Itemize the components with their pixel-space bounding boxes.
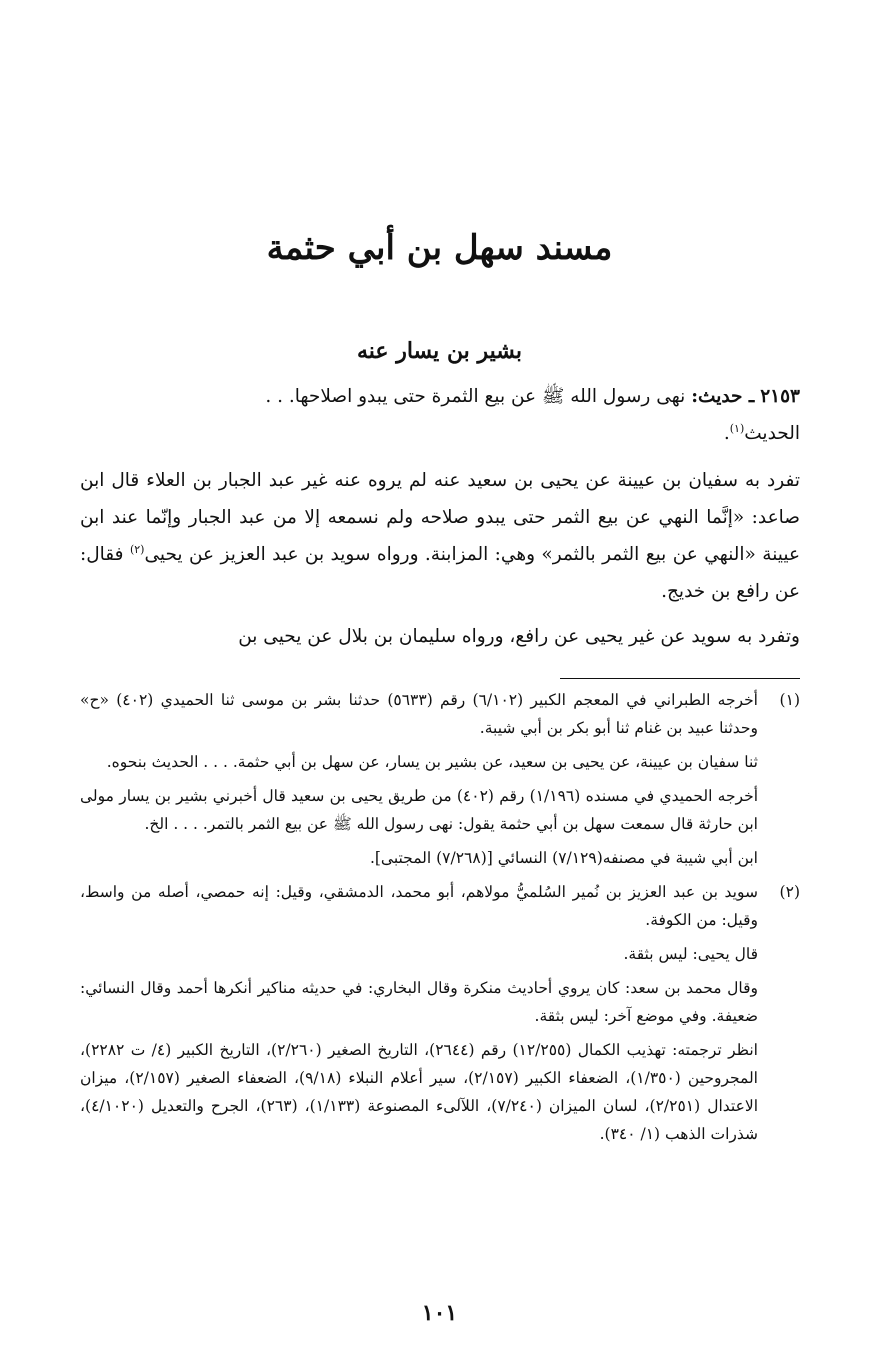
footnotes bbox=[80, 686, 800, 1154]
footnote-ref-1[interactable]: (١) bbox=[729, 421, 745, 435]
main-text bbox=[80, 378, 800, 655]
footnote-ref-2[interactable]: (٢) bbox=[129, 542, 145, 556]
footnote-paragraph: أخرجه الطبراني في المعجم الكبير (٦/١٠٢) رقم (٥٦٣٣) حدثنا بشر بن موسى ثنا الحميدي (٤٠٢) «ح» وحدثنا عبيد بن غنام ثنا أبو بكر بن أبي شيبة. bbox=[80, 691, 758, 737]
footnote-paragraph: وقال محمد بن سعد: كان يروي أحاديث منكرة وقال البخاري: في حديثه مناكير أنكرها أحمد وقال النسائي: ضعيفة. وفي موضع آخر: ليس بثقة. bbox=[80, 979, 758, 1025]
footnote-number: (١) bbox=[779, 691, 800, 709]
body-p1-a: تفرد به سفيان بن عيينة عن يحيى بن سعيد عنه لم يروه عنه غير عبد الجبار بن العلاء قال ابن صاعد: «إنَّما النهي عن بيع الثمر حتى يبدو صلاحه ولم نسمعه إلا من عبد الجبار وإنّما عند ابن عيينة «النهي عن بيع الثمر بالثمر» وهي: المزابنة. ورواه سويد بن عبد العزيز عن يحيى bbox=[80, 470, 800, 565]
hadith-number: ٢١٥٣ bbox=[760, 386, 800, 407]
footnote-1 bbox=[80, 686, 800, 878]
footnote-paragraph: قال يحيى: ليس بثقة. bbox=[623, 945, 758, 963]
page-title: مسند سهل بن أبي حثمة bbox=[266, 228, 613, 268]
footnote-paragraph: انظر ترجمته: تهذيب الكمال (١٢/٢٥٥) رقم (٢٦٤٤)، التاريخ الصغير (٢/٢٦٠)، التاريخ الكبير (٤/ ت ٢٢٨٢)، المجروحين (١/٣٥٠)، الضعفاء الكبير (٢/١٥٧)، سير أعلام النبلاء (٩/١٨)، الضعفاء الصغير (٢/١٥٧)، ميزان الاعتدال (٢/٢٥١)، لسان الميزان (٧/٢٤٠)، اللآلىء المصنوعة (١/١٣٣)، (٢٦٣)، الجرح والتعديل (٤/١٠٢٠)، شذرات الذهب (١/ ٣٤٠). bbox=[80, 1041, 758, 1143]
footnote-paragraph: أخرجه الحميدي في مسنده (١/١٩٦) رقم (٤٠٢) من طريق يحيى بن سعيد قال أخبرني بشير بن يسار مولى ابن حارثة قال سمعت سهل بن أبي حثمة يقول: نهى رسول الله ﷺ عن بيع الثمر بالتمر. . . . الخ. bbox=[80, 787, 758, 833]
footnote-paragraph: ثنا سفيان بن عيينة، عن يحيى بن سعيد، عن بشير بن يسار، عن سهل بن أبي حثمة. . . . الحديث بنحوه. bbox=[106, 753, 758, 771]
hadith-entry bbox=[80, 378, 800, 415]
body-p1-b: فقال: عن رافع بن خديج. bbox=[80, 544, 800, 602]
footnote-body bbox=[80, 878, 758, 1154]
hadith-end: . bbox=[723, 423, 730, 444]
footnote-number: (٢) bbox=[779, 883, 800, 901]
footnote-2 bbox=[80, 878, 800, 1154]
hadith-text-cont: الحديث bbox=[744, 423, 800, 444]
section-subtitle: بشير بن يسار عنه bbox=[356, 338, 522, 364]
footnote-divider bbox=[560, 678, 800, 679]
page-number: ١٠١ bbox=[421, 1300, 458, 1326]
footnote-paragraph: ابن أبي شيبة في مصنفه(٧/١٢٩) النسائي [(٧/٢٦٨) المجتبى]. bbox=[369, 849, 758, 867]
footnote-body bbox=[80, 686, 758, 878]
body-paragraph-2: وتفرد به سويد عن غير يحيى عن رافع، ورواه سليمان بن بلال عن يحيى بن bbox=[238, 626, 800, 647]
hadith-label: ـ حديث: bbox=[691, 386, 755, 407]
hadith-continuation bbox=[80, 415, 800, 452]
footnote-paragraph: سويد بن عبد العزيز بن نُمير السُلميُّ مولاهم، أبو محمد، الدمشقي، وقيل: إنه حمصي، أصله من واسط، وقيل: من الكوفة. bbox=[80, 883, 758, 929]
hadith-text: نهى رسول الله ﷺ عن بيع الثمرة حتى يبدو اصلاحها. . . bbox=[265, 386, 686, 407]
body-paragraph-1 bbox=[80, 462, 800, 610]
